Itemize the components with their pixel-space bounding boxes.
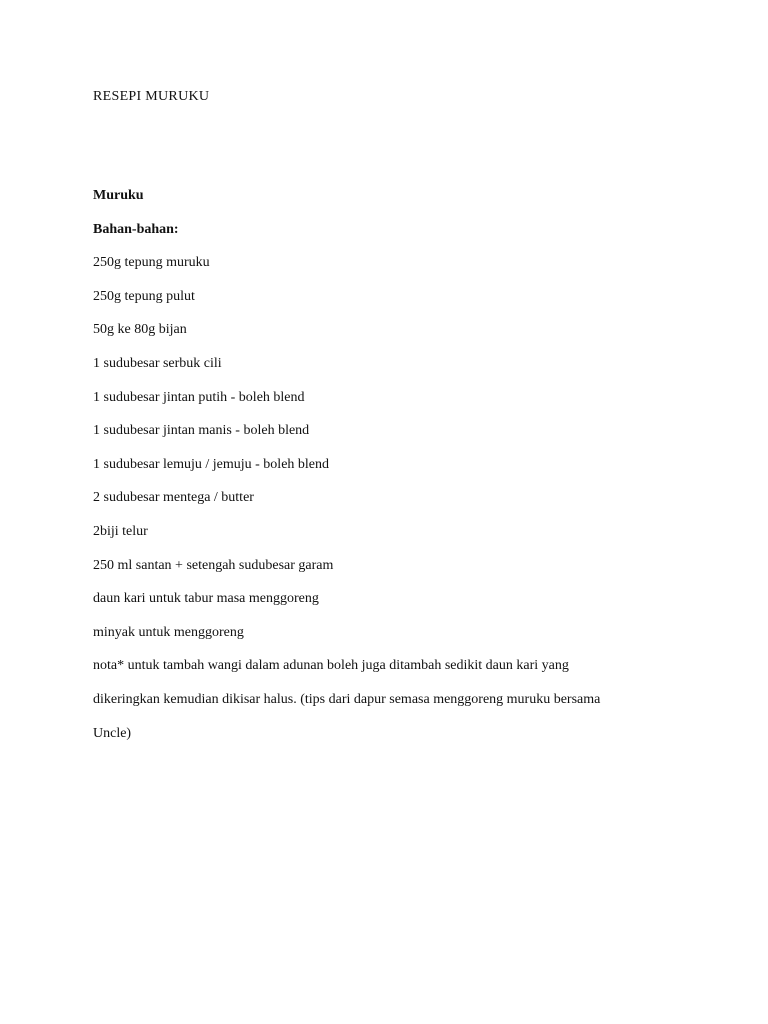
ingredients-heading: Bahan-bahan: [93,221,179,237]
ingredient-item: 50g ke 80g bijan [93,322,187,338]
ingredient-item: 2biji telur [93,523,148,539]
ingredient-item: 1 sudubesar jintan manis - boleh blend [93,423,310,439]
ingredient-item: 2 sudubesar mentega / butter [93,490,254,506]
ingredient-item: 1 sudubesar serbuk cili [93,355,222,371]
recipe-note [93,649,683,750]
ingredient-item: daun kari untuk tabur masa menggoreng [93,591,319,607]
ingredient-item: 250g tepung muruku [93,255,210,271]
ingredient-item: 250 ml santan + setengah sudubesar garam [93,557,334,573]
ingredient-item: minyak untuk menggoreng [93,624,244,640]
ingredient-item: 1 sudubesar jintan putih - boleh blend [93,389,305,405]
note-line: dikeringkan kemudian dikisar halus. (tips dari dapur semasa menggoreng muruku bersama [93,691,601,707]
note-line: Uncle) [93,725,132,741]
recipe-section [93,187,693,750]
recipe-name: Muruku [93,188,144,203]
ingredient-item: 1 sudubesar lemuju / jemuju - boleh blend [93,456,330,472]
document-title: RESEPI MURUKU [93,89,210,104]
note-line: nota* untuk tambah wangi dalam adunan boleh juga ditambah sedikit daun kari yang [93,658,569,674]
ingredient-item: 250g tepung pulut [93,288,195,304]
